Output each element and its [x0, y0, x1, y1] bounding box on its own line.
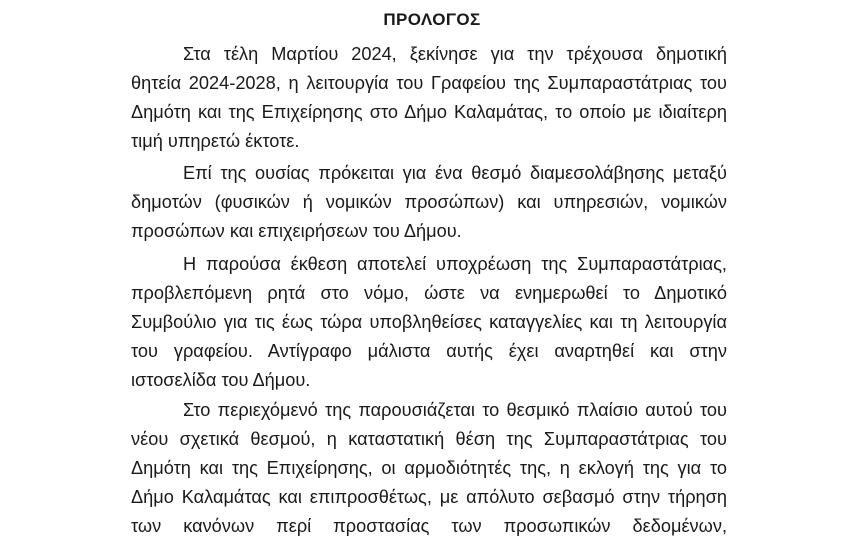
paragraph-line: νέου σχετικά θεσμού, η καταστατική θέση της Συμπαραστάτριας του	[131, 429, 727, 449]
paragraph-line: Επί της ουσίας πρόκειται για ένα θεσμό διαμεσολάβησης μεταξύ	[183, 163, 727, 183]
paragraph-line: θητεία 2024-2028, η λειτουργία του Γραφείου της Συμπαραστάτριας του	[131, 73, 727, 93]
paragraph-line: προβλεπόμενη ρητά στο νόμο, ώστε να ενημερωθεί το Δημοτικό	[131, 283, 727, 303]
paragraph-line: του γραφείου. Αντίγραφο μάλιστα αυτής έχει αναρτηθεί και στην	[131, 341, 727, 361]
paragraph-line: τιμή υπηρετώ έκτοτε.	[131, 131, 300, 151]
paragraph-2	[131, 159, 727, 246]
paragraph-line: Στα τέλη Μαρτίου 2024, ξεκίνησε για την τρέχουσα δημοτική	[183, 44, 727, 64]
paragraph-line: προσώπων και επιχειρήσεων του Δήμου.	[131, 221, 462, 241]
paragraph-line: Η παρούσα έκθεση αποτελεί υποχρέωση της Συμπαραστάτριας,	[183, 254, 727, 274]
document-title: ΠΡΟΛΟΓΟΣ	[383, 10, 481, 29]
paragraph-3	[131, 250, 727, 395]
paragraph-line: Δημότη και της Επιχείρησης στο Δήμο Καλαμάτας, το οποίο με ιδιαίτερη	[131, 102, 727, 122]
paragraph-line: ιστοσελίδα του Δήμου.	[131, 370, 311, 390]
paragraph-1	[131, 40, 727, 156]
paragraph-line: δημοτών (φυσικών ή νομικών προσώπων) και υπηρεσιών, νομικών	[131, 192, 727, 212]
paragraph-line: των κανόνων περί προστασίας των προσωπικών δεδομένων,	[131, 516, 727, 536]
paragraph-line: Δήμο Καλαμάτας και επιπροσθέτως, με απόλυτο σεβασμό στην τήρηση	[131, 487, 727, 507]
paragraph-line: Δημότη και της Επιχείρησης, οι αρμοδιότητές της, η εκλογή της για το	[131, 458, 727, 478]
paragraph-line: Συμβούλιο για τις έως τώρα υποβληθείσες καταγγελίες και τη λειτουργία	[131, 312, 727, 332]
paragraph-line: Στο περιεχόμενό της παρουσιάζεται το θεσμικό πλαίσιο αυτού του	[183, 400, 727, 420]
paragraph-4	[131, 396, 727, 541]
